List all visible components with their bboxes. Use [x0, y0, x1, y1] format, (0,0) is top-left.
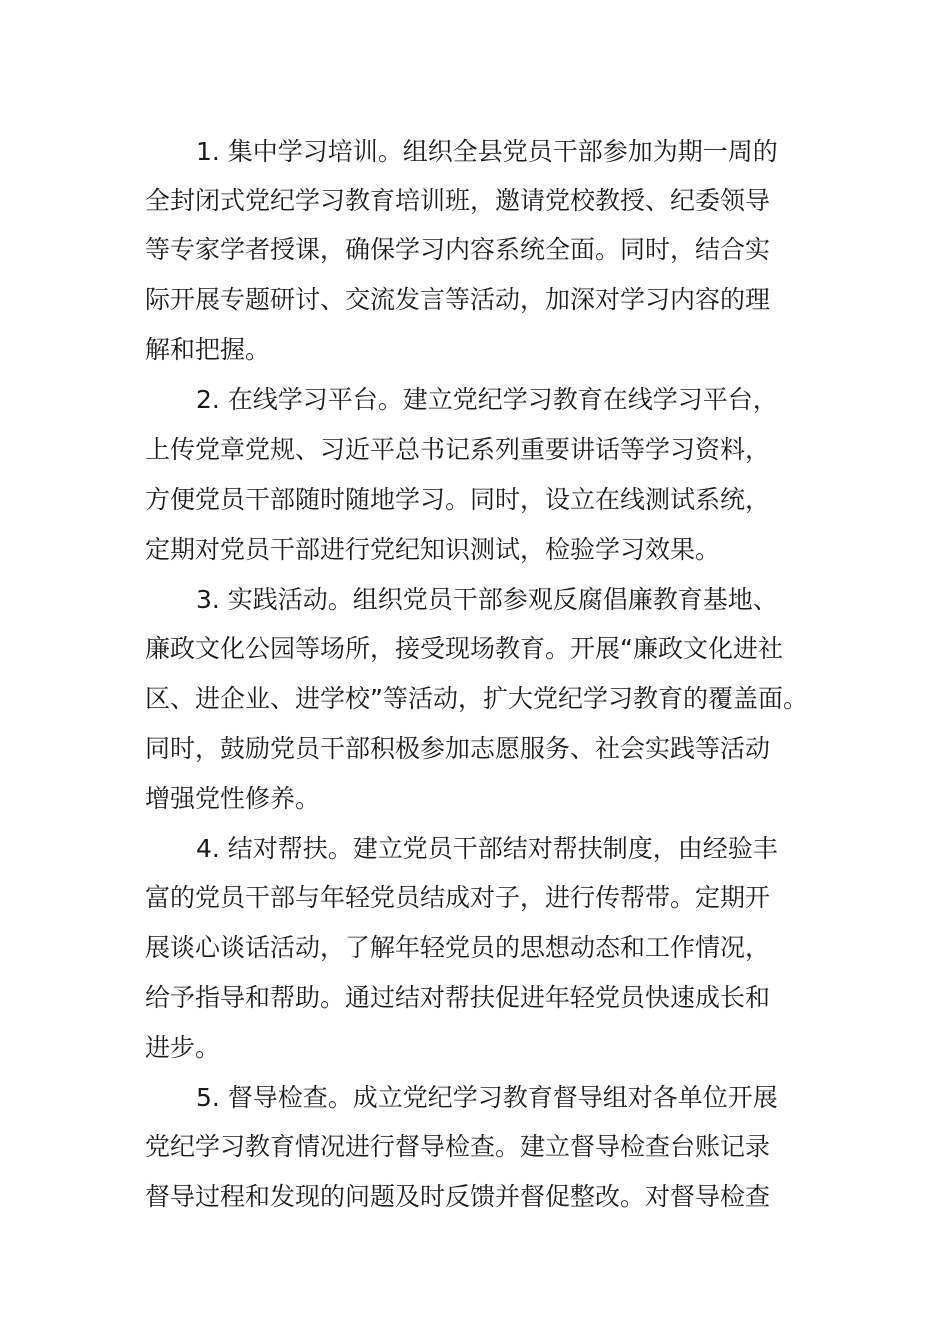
paragraph-1-line-4: 际开展专题研讨、交流发言等活动，加深对学习内容的理	[145, 285, 771, 314]
paragraph-5-line-3: 督导过程和发现的问题及时反馈并督促整改。对督导检查	[145, 1182, 771, 1211]
paragraph-2-line-4: 定期对党员干部进行党纪知识测试，检验学习效果。	[145, 535, 721, 564]
paragraph-5-line-1: 5. 督导检查。成立党纪学习教育督导组对各单位开展	[196, 1083, 778, 1112]
paragraph-2-line-2: 上传党章党规、习近平总书记系列重要讲话等学习资料，	[145, 435, 771, 464]
paragraph-3-line-4: 同时，鼓励党员干部积极参加志愿服务、社会实践等活动	[145, 734, 771, 763]
paragraph-4-line-5: 进步。	[145, 1033, 221, 1062]
paragraph-4-line-4: 给予指导和帮助。通过结对帮扶促进年轻党员快速成长和	[145, 983, 771, 1012]
paragraph-2-line-3: 方便党员干部随时随地学习。同时，设立在线测试系统，	[145, 485, 771, 514]
paragraph-4-line-3: 展谈心谈话活动，了解年轻党员的思想动态和工作情况，	[145, 933, 771, 962]
paragraph-1-line-1: 1. 集中学习培训。组织全县党员干部参加为期一周的	[196, 137, 778, 166]
paragraph-1-line-3: 等专家学者授课，确保学习内容系统全面。同时，结合实	[145, 235, 771, 264]
paragraph-3-line-2: 廉政文化公园等场所，接受现场教育。开展“廉政文化进社	[145, 634, 783, 663]
paragraph-3-line-3: 区、进企业、进学校”等活动，扩大党纪学习教育的覆盖面。	[145, 684, 808, 713]
paragraph-1-line-5: 解和把握。	[145, 335, 271, 364]
paragraph-3-line-1: 3. 实践活动。组织党员干部参观反腐倡廉教育基地、	[196, 585, 778, 614]
paragraph-5-line-2: 党纪学习教育情况进行督导检查。建立督导检查台账记录	[145, 1132, 771, 1161]
paragraph-1-line-2: 全封闭式党纪学习教育培训班，邀请党校教授、纪委领导	[145, 186, 771, 215]
paragraph-4-line-1: 4. 结对帮扶。建立党员干部结对帮扶制度，由经验丰	[196, 834, 778, 863]
paragraph-2-line-1: 2. 在线学习平台。建立党纪学习教育在线学习平台，	[196, 385, 778, 414]
paragraph-4-line-2: 富的党员干部与年轻党员结成对子，进行传帮带。定期开	[145, 883, 771, 912]
paragraph-3-line-5: 增强党性修养。	[145, 784, 321, 813]
